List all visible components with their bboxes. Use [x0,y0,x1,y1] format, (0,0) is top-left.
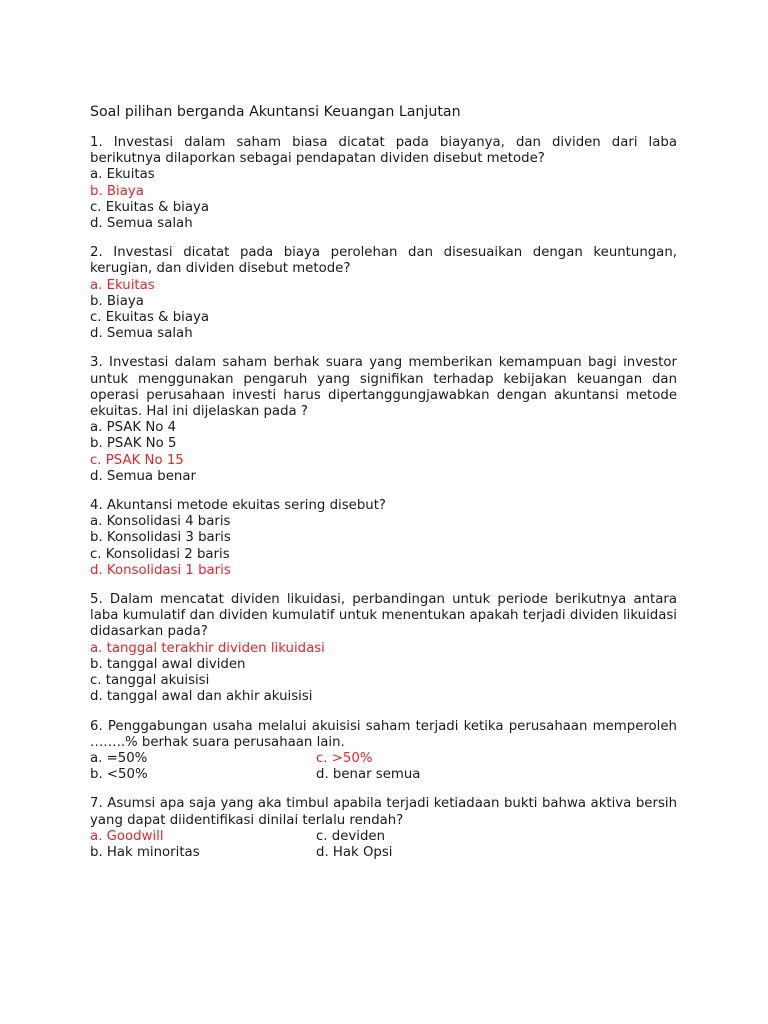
question-5 [90,592,677,705]
question-3-option-d: d. Semua benar [90,468,196,484]
question-5-stem: 5. Dalam mencatat dividen likuidasi, perbandingan untuk periode berikutnya antara laba kumulatif dan dividen kumulatif untuk menentukan apakah terjadi dividen likuidasi didasarkan pada? [90,592,677,640]
question-1 [90,135,677,232]
question-7-option-c: c. deviden [316,828,385,844]
question-2 [90,245,677,342]
question-6-option-b: b. <50% [90,767,148,783]
question-1-option-c: c. Ekuitas & biaya [90,199,209,215]
question-3-stem: 3. Investasi dalam saham berhak suara yang memberikan kemampuan bagi investor untuk menggunakan pengaruh yang signifikan terhadap kebijakan keuangan dan operasi perusahaan investi harus dipertanggungjawabkan dengan akuntansi metode ekuitas. Hal ini dijelaskan pada ? [90,355,677,420]
question-1-option-b-answer: b. Biaya [90,183,144,199]
question-5-option-d: d. tanggal awal dan akhir akuisisi [90,689,313,705]
question-4-stem: 4. Akuntansi metode ekuitas sering disebut? [90,498,386,514]
question-2-option-d: d. Semua salah [90,326,193,342]
question-6-option-a: a. =50% [90,750,148,766]
question-6 [90,719,677,784]
question-3-option-a: a. PSAK No 4 [90,420,177,436]
question-2-option-c: c. Ekuitas & biaya [90,310,209,326]
question-4-option-c: c. Konsolidasi 2 baris [90,546,230,562]
question-7-option-a-answer: a. Goodwill [90,828,164,844]
question-3-option-b: b. PSAK No 5 [90,436,177,452]
question-1-option-d: d. Semua salah [90,216,193,232]
question-2-stem: 2. Investasi dicatat pada biaya perolehan dan disesuaikan dengan keuntungan, kerugian, dan dividen disebut metode? [90,245,677,277]
question-7-option-d: d. Hak Opsi [316,844,393,860]
question-5-option-c: c. tanggal akuisisi [90,673,210,689]
question-4-option-d-answer: d. Konsolidasi 1 baris [90,562,231,578]
question-5-option-a-answer: a. tanggal terakhir dividen likuidasi [90,640,325,656]
question-7-options [90,829,677,861]
question-2-option-a-answer: a. Ekuitas [90,277,155,293]
question-3-option-c-answer: c. PSAK No 15 [90,452,184,468]
question-6-option-d: d. benar semua [316,767,421,783]
question-7-stem: 7. Asumsi apa saja yang aka timbul apabila terjadi ketiadaan bukti bahwa aktiva bersih yang dapat diidentifikasi dinilai terlalu rendah? [90,796,677,828]
document-title: Soal pilihan berganda Akuntansi Keuangan Lanjutan [90,104,461,120]
question-5-option-b: b. tanggal awal dividen [90,656,246,672]
document-page [90,103,677,874]
question-3 [90,355,677,485]
question-1-option-a: a. Ekuitas [90,167,155,183]
question-7-option-b: b. Hak minoritas [90,844,200,860]
question-7 [90,796,677,861]
question-4-option-b: b. Konsolidasi 3 baris [90,530,231,546]
question-4 [90,498,677,579]
question-6-options [90,751,677,783]
question-2-option-b: b. Biaya [90,293,144,309]
question-6-option-c-answer: c. >50% [316,750,373,766]
question-6-stem: 6. Penggabungan usaha melalui akuisisi saham terjadi ketika perusahaan memperoleh ……..% berhak suara perusahaan lain. [90,718,677,750]
question-4-option-a: a. Konsolidasi 4 baris [90,514,231,530]
question-1-stem: 1. Investasi dalam saham biasa dicatat pada biayanya, dan dividen dari laba berikutnya dilaporkan sebagai pendapatan dividen disebut metode? [90,135,677,167]
